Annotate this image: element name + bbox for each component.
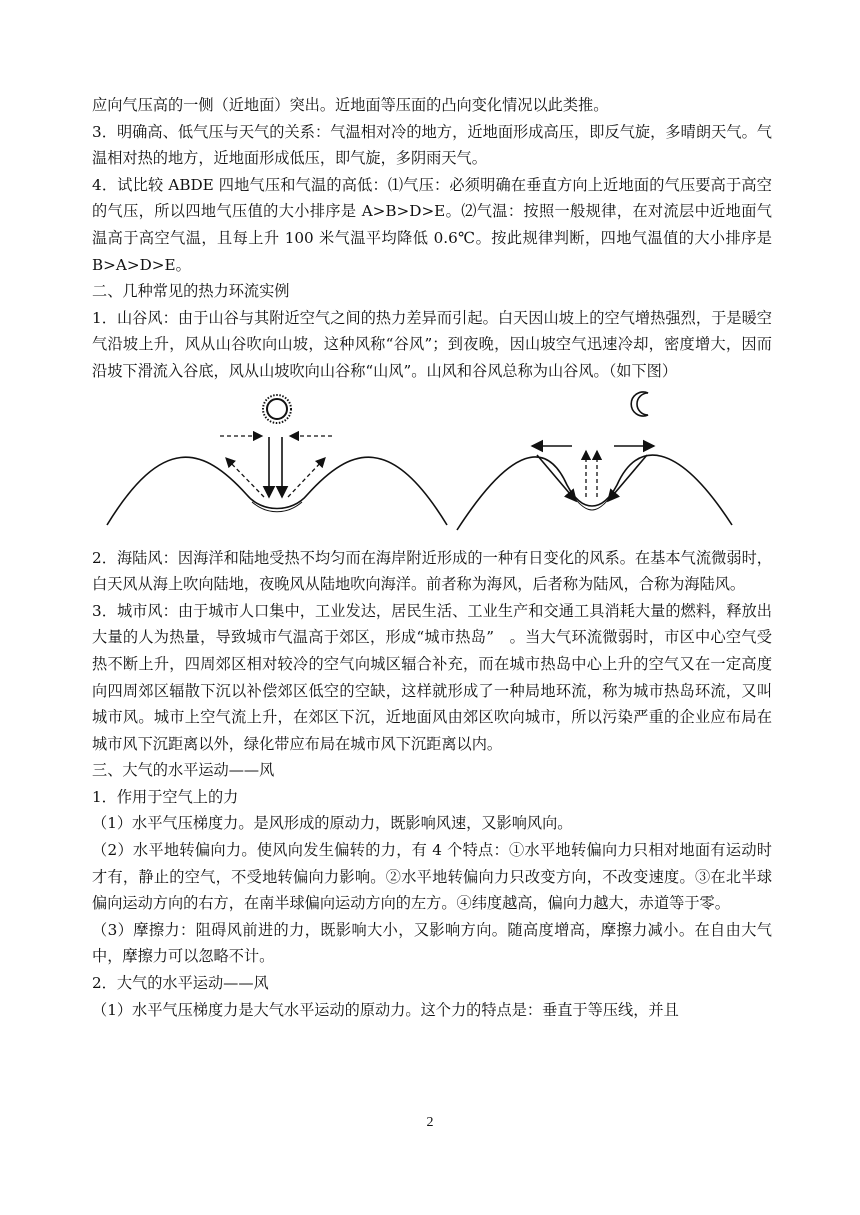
night-panel bbox=[457, 392, 732, 530]
paragraph: 应向气压高的一侧（近地面）突出。近地面等压面的凸向变化情况以此类推。 bbox=[92, 96, 609, 114]
mountain-valley-wind-figure bbox=[92, 385, 772, 545]
paragraph: 4．试比较 ABDE 四地气压和气温的高低：⑴气压：必须明确在垂直方向上近地面的气压要高于高空的气压，所以四地气压值的大小排序是 A>B>D>E。⑵气温：按照一般规律，在对流层中近地面气温高于高空气温，且每上升 100 米气温平均降低 0.6℃。按此规律判断，四地气温值的大小排序是 B>A>D>E。 bbox=[92, 175, 772, 274]
section-heading: 三、大气的水平运动——风 bbox=[92, 761, 275, 780]
paragraph: 1．山谷风：由于山谷与其附近空气之间的热力差异而引起。白天因山坡上的空气增热强烈，于是暖空气沿坡上升，风从山谷吹向山坡，这种风称“谷风”；到夜晚，因山坡空气迅速冷却，密度增大，因而沿坡下滑流入谷底，风从山坡吹向山谷称“山风”。山风和谷风总称为山谷风。（如下图） bbox=[92, 308, 772, 380]
section-heading: 二、几种常见的热力环流实例 bbox=[92, 282, 290, 301]
paragraph: 2．海陆风：因海洋和陆地受热不均匀而在海岸附近形成的一种有日变化的风系。在基本气流微弱时，白天风从海上吹向陆地，夜晚风从陆地吹向海洋。前者称为海风，后者称为陆风，合称为海陆风。 bbox=[92, 548, 772, 594]
valley-terrain-night bbox=[457, 455, 732, 530]
paragraph: （2）水平地转偏向力。使风向发生偏转的力，有 4 个特点：①水平地转偏向力只相对地面有运动时才有，静止的空气，不受地转偏向力影响。②水平地转偏向力只改变方向，不改变速度。③在北半球偏向运动方向的右方，在南半球偏向运动方向的左方。④纬度越高，偏向力越大，赤道等于零。 bbox=[92, 841, 772, 913]
valley-ground-line-night bbox=[572, 495, 612, 510]
paragraph: 3．城市风：由于城市人口集中，工业发达，居民生活、工业生产和交通工具消耗大量的燃料，释放出大量的人为热量，导致城市气温高于郊区，形成“城市热岛” 。当大气环流微弱时，市区中心空气受热不断上升，四周郊区相对较冷的空气向城区辐合补充，而在城市热岛中心上升的空气又在一定高度向四周郊区辐散下沉以补偿郊区低空的空缺，这样就形成了一种局地环流，称为城市热岛环流，又叫城市风。城市上空气流上升，在郊区下沉，近地面风由郊区吹向城市，所以污染严重的企业应布局在城市风下沉距离以外，绿化带应布局在城市风下沉距离以内。 bbox=[92, 601, 772, 753]
paragraph: （1）水平气压梯度力是大气水平运动的原动力。这个力的特点是：垂直于等压线，并且 bbox=[92, 1000, 679, 1019]
paragraph: （3）摩擦力：阻碍风前进的力，既影响大小，又影响方向。随高度增高，摩擦力减小。在自由大气中，摩擦力可以忽略不计。 bbox=[92, 920, 772, 966]
moon-icon bbox=[631, 392, 648, 416]
document-page bbox=[92, 92, 772, 1023]
mountain-valley-diagram bbox=[92, 385, 772, 545]
wind-arrow bbox=[288, 458, 325, 497]
valley-ground-line-day bbox=[252, 502, 302, 512]
valley-terrain-day bbox=[107, 457, 447, 525]
wind-arrow bbox=[226, 458, 264, 497]
paragraph: 3．明确高、低气压与天气的关系：气温相对冷的地方，近地面形成高压，即反气旋，多晴朗天气。气温相对热的地方，近地面形成低压，即气旋，多阴雨天气。 bbox=[92, 122, 772, 168]
subheading: 2．大气的水平运动——风 bbox=[92, 974, 269, 993]
wind-arrow bbox=[608, 455, 647, 501]
wind-arrow bbox=[537, 455, 576, 501]
subheading: 1．作用于空气上的力 bbox=[92, 787, 239, 806]
day-panel bbox=[107, 395, 447, 525]
page-number: 2 bbox=[426, 1115, 434, 1130]
paragraph: （1）水平气压梯度力。是风形成的原动力，既影响风速，又影响风向。 bbox=[92, 814, 573, 833]
sun-icon bbox=[263, 395, 291, 423]
